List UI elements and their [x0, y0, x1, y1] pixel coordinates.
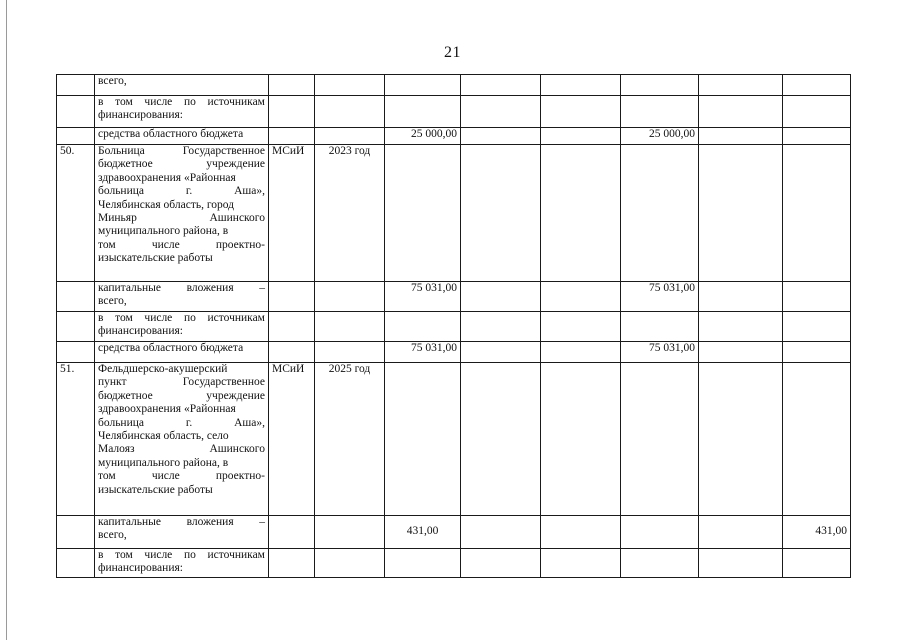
amount-cell: [783, 96, 851, 128]
description-word: числе: [144, 96, 173, 108]
amount-cell: [783, 363, 851, 516]
amount-cell: [385, 75, 461, 96]
description-word: проектно-: [215, 238, 265, 251]
amount-cell: [541, 75, 621, 96]
amount-cell: [783, 282, 851, 312]
executor-cell: [269, 549, 315, 578]
description-line: [98, 376, 265, 389]
amount-cell: [699, 128, 783, 145]
description-line: Челябинская область, город: [98, 198, 235, 211]
amount-cell: 25 000,00: [385, 128, 461, 145]
description-cell: всего,: [95, 75, 269, 96]
description-word: по: [183, 312, 196, 324]
amount-cell: [541, 516, 621, 549]
table-row: [57, 96, 851, 128]
amount-cell: [699, 312, 783, 342]
executor-cell: [269, 75, 315, 96]
amount-cell: [541, 549, 621, 578]
executor-cell: [269, 342, 315, 363]
description-word: источникам: [207, 312, 265, 324]
executor-cell: МСиИ: [269, 145, 315, 282]
description-line: финансирования:: [98, 109, 183, 122]
description-word: Государственное: [182, 145, 265, 157]
amount-cell: [783, 342, 851, 363]
index-cell: 51.: [57, 363, 95, 516]
amount-cell: [621, 312, 699, 342]
description-cell: [95, 363, 269, 516]
amount-cell: [461, 96, 541, 128]
index-cell: [57, 312, 95, 342]
description-word: том: [115, 96, 133, 108]
description-word: по: [183, 549, 196, 561]
description-word: Государственное: [182, 376, 265, 389]
year-cell: 2025 год: [315, 363, 385, 516]
amount-cell: [621, 549, 699, 578]
index-cell: [57, 282, 95, 312]
description-line: [98, 212, 265, 225]
description-line: здравоохранения «Районная: [98, 403, 236, 416]
capital-investment-table: [56, 74, 851, 578]
description-word: учреждение: [206, 158, 265, 171]
amount-cell: [699, 96, 783, 128]
amount-cell: [699, 75, 783, 96]
amount-cell: [461, 75, 541, 96]
description-word: Ашинского: [209, 443, 265, 456]
description-word: бюджетное: [98, 158, 153, 171]
description-word: том: [98, 470, 116, 483]
amount-cell: [385, 549, 461, 578]
description-line: [98, 312, 265, 325]
description-word: по: [183, 96, 196, 108]
year-cell: [315, 549, 385, 578]
year-cell: [315, 342, 385, 363]
amount-cell: [699, 516, 783, 549]
description-word: капитальные: [98, 516, 162, 528]
table-row: [57, 282, 851, 312]
description-line: здравоохранения «Районная: [98, 171, 236, 184]
description-line: [98, 239, 265, 252]
description-line: [98, 549, 265, 562]
amount-cell: [783, 128, 851, 145]
year-cell: [315, 128, 385, 145]
description-line: муниципального района, в: [98, 456, 229, 469]
description-cell: [95, 96, 269, 128]
index-cell: [57, 342, 95, 363]
description-word: в: [98, 96, 104, 108]
description-word: источникам: [207, 96, 265, 108]
amount-cell: [541, 128, 621, 145]
amount-cell: [783, 312, 851, 342]
amount-cell: [699, 282, 783, 312]
description-word: вложения: [186, 282, 234, 294]
description-word: числе: [144, 312, 173, 324]
executor-cell: [269, 516, 315, 549]
year-cell: [315, 96, 385, 128]
page-number: 21: [444, 44, 461, 61]
amount-cell: [541, 342, 621, 363]
table-row: [57, 128, 851, 145]
description-line: [98, 185, 265, 198]
description-word: –: [259, 516, 265, 528]
description-line: изыскательские работы: [98, 483, 213, 496]
index-cell: [57, 128, 95, 145]
executor-cell: [269, 128, 315, 145]
description-line: [98, 516, 265, 529]
table-row: [57, 516, 851, 549]
description-word: вложения: [186, 516, 234, 528]
description-line: Челябинская область, село: [98, 430, 229, 443]
description-line: финансирования:: [98, 562, 183, 575]
amount-cell: [385, 145, 461, 282]
executor-cell: [269, 96, 315, 128]
table-row: [57, 145, 851, 282]
description-cell: [95, 312, 269, 342]
description-line: финансирования:: [98, 325, 183, 338]
description-line: [98, 417, 265, 430]
index-cell: 50.: [57, 145, 95, 282]
year-cell: [315, 516, 385, 549]
amount-cell: [783, 145, 851, 282]
amount-cell: [541, 312, 621, 342]
description-word: Аша»,: [234, 416, 265, 429]
amount-cell: [385, 312, 461, 342]
amount-cell: 431,00: [783, 516, 851, 549]
description-word: г.: [185, 416, 193, 429]
description-cell: средства областного бюджета: [95, 342, 269, 363]
description-line: [98, 158, 265, 171]
description-word: источникам: [207, 549, 265, 561]
description-word: Малояз: [98, 443, 135, 456]
amount-cell: 431,00: [385, 516, 461, 549]
description-line: [98, 390, 265, 403]
amount-cell: [461, 342, 541, 363]
amount-cell: 75 031,00: [621, 342, 699, 363]
description-word: капитальные: [98, 282, 162, 294]
description-line: всего,: [98, 295, 127, 308]
amount-cell: [461, 516, 541, 549]
description-line: [98, 443, 265, 456]
amount-cell: [699, 549, 783, 578]
amount-cell: [699, 363, 783, 516]
year-cell: [315, 312, 385, 342]
description-word: г.: [185, 185, 193, 198]
amount-cell: [699, 342, 783, 363]
description-word: том: [115, 549, 133, 561]
amount-cell: [783, 75, 851, 96]
amount-cell: [621, 145, 699, 282]
table-row: [57, 549, 851, 578]
table-row: [57, 75, 851, 96]
amount-cell: [461, 549, 541, 578]
year-cell: 2023 год: [315, 145, 385, 282]
amount-cell: [461, 128, 541, 145]
description-word: числе: [151, 238, 180, 251]
description-word: учреждение: [206, 389, 265, 402]
description-word: том: [98, 238, 116, 251]
amount-cell: [385, 96, 461, 128]
index-cell: [57, 516, 95, 549]
amount-cell: [541, 282, 621, 312]
index-cell: [57, 549, 95, 578]
description-word: в: [98, 549, 104, 561]
description-word: больница: [98, 185, 144, 198]
description-word: проектно-: [215, 470, 265, 483]
amount-cell: [541, 145, 621, 282]
amount-cell: [541, 96, 621, 128]
description-cell: [95, 145, 269, 282]
description-word: в: [98, 312, 104, 324]
description-line: [98, 282, 265, 295]
amount-cell: [461, 282, 541, 312]
executor-cell: [269, 282, 315, 312]
amount-cell: [541, 363, 621, 516]
amount-cell: [621, 516, 699, 549]
table-row: [57, 342, 851, 363]
description-word: больница: [98, 416, 144, 429]
index-cell: [57, 75, 95, 96]
description-word: том: [115, 312, 133, 324]
description-line: муниципального района, в: [98, 225, 229, 238]
description-word: бюджетное: [98, 389, 153, 402]
amount-cell: [461, 363, 541, 516]
amount-cell: [385, 363, 461, 516]
year-cell: [315, 75, 385, 96]
description-word: –: [259, 282, 265, 294]
amount-cell: [783, 549, 851, 578]
amount-cell: [699, 145, 783, 282]
description-word: числе: [151, 470, 180, 483]
amount-cell: [621, 96, 699, 128]
year-cell: [315, 282, 385, 312]
description-line: всего,: [98, 529, 127, 542]
amount-cell: 75 031,00: [621, 282, 699, 312]
table-row: [57, 363, 851, 516]
description-line: [98, 470, 265, 483]
description-cell: средства областного бюджета: [95, 128, 269, 145]
executor-cell: [269, 312, 315, 342]
description-word: числе: [144, 549, 173, 561]
amount-cell: [621, 363, 699, 516]
amount-cell: 75 031,00: [385, 342, 461, 363]
table-row: [57, 312, 851, 342]
description-cell: [95, 549, 269, 578]
description-word: пункт: [98, 376, 127, 389]
description-cell: [95, 282, 269, 312]
index-cell: [57, 96, 95, 128]
description-word: Миньяр: [98, 212, 137, 225]
description-word: Больница: [98, 145, 145, 157]
amount-cell: 25 000,00: [621, 128, 699, 145]
amount-cell: [461, 312, 541, 342]
description-line: [98, 145, 265, 158]
description-line: изыскательские работы: [98, 252, 213, 265]
description-word: Ашинского: [209, 212, 265, 225]
description-line: [98, 96, 265, 109]
amount-cell: [621, 75, 699, 96]
amount-cell: [461, 145, 541, 282]
description-word: Аша»,: [234, 185, 265, 198]
description-cell: [95, 516, 269, 549]
amount-cell: 75 031,00: [385, 282, 461, 312]
description-line: Фельдшерско-акушерский: [98, 363, 228, 375]
executor-cell: МСиИ: [269, 363, 315, 516]
page-margin-line: [6, 0, 7, 640]
